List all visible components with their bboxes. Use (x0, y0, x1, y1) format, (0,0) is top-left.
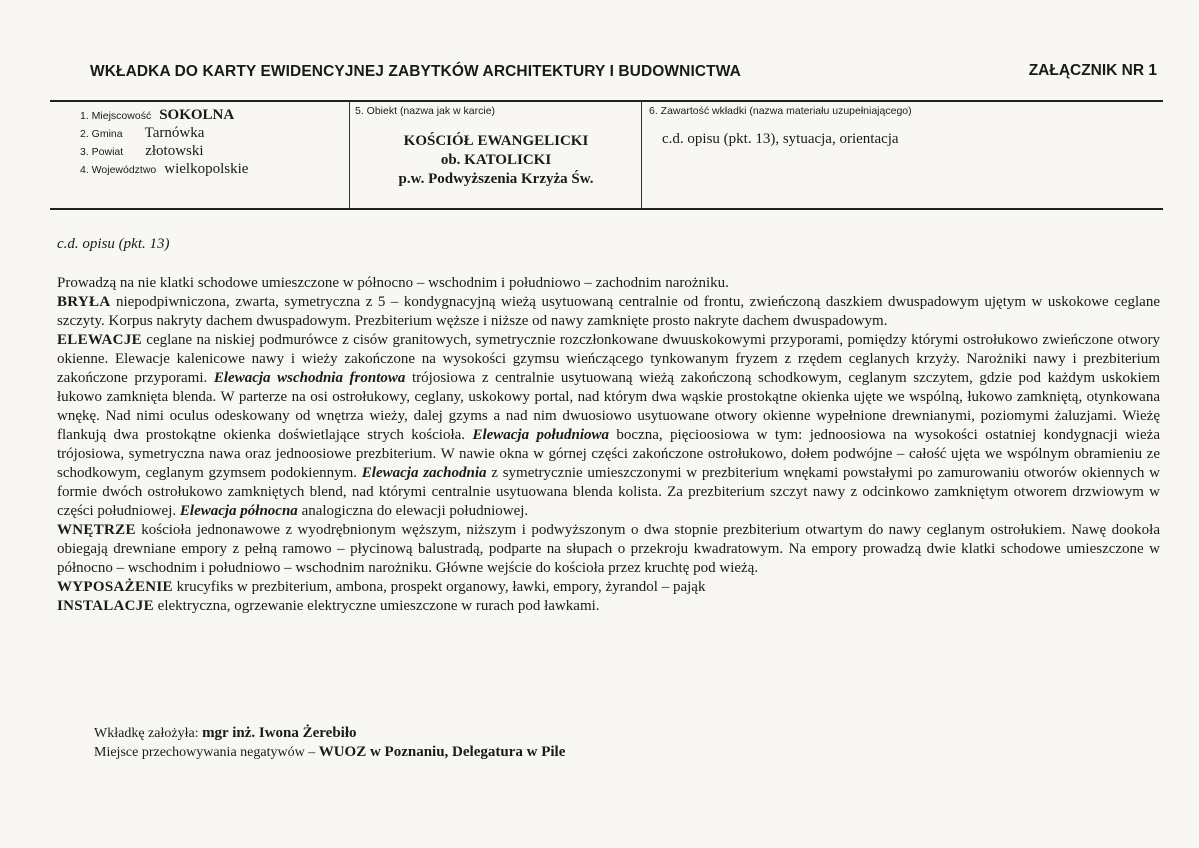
elewacja-poludniowa-heading: Elewacja południowa (472, 427, 610, 443)
elewacja-wschodnia-heading: Elewacja wschodnia frontowa (213, 370, 406, 386)
elewacje-paragraph (57, 331, 1160, 521)
powiat-value: złotowski (145, 143, 204, 159)
powiat-label: 3. Powiat (80, 146, 124, 158)
object-line-3: p.w. Podwyższenia Krzyża Św. (398, 171, 594, 187)
column-divider-1 (349, 101, 350, 209)
instalacje-heading: INSTALACJE (57, 598, 154, 614)
elewacja-polnocna-heading: Elewacja północna (179, 503, 298, 519)
place-row (80, 106, 248, 124)
intro-paragraph: Prowadzą na nie klatki schodowe umieszczone w północno – wschodnim i południowo – zachodnim narożniku. (57, 275, 729, 291)
elewacje-text-2: trójosiowa z centralnie usytuowaną wieżą zakończoną schodkowym, ceglanym szczytem, gdzie pod każdym uskokiem łukowo zamknięta blenda. W parterze na osi ostrołukowy, ceglany, uskokowy portal, nad którym dwa wąskie prostokątne okienka ujęte we wspólną, łukowo zamkniętą, otynkowana wnękę. Nad nimi oculus odeskowany od wnętrza wieży, dalej gzyms a nad nim dwuosiowo usytuowane otwory okienne wypełnione drewnianymi, poziomymi żaluzjami. Wieżę flankują dwa prostokątne okienka doświetlające strych kościoła. (57, 370, 1160, 443)
elewacje-heading: ELEWACJE (57, 332, 142, 348)
footer (94, 724, 565, 762)
wyposazenie-text: krucyfiks w prezbiterium, ambona, prospekt organowy, ławki, empory, żyrandol – pająk (172, 579, 706, 595)
object-line-1: KOŚCIÓŁ EWANGELICKI (403, 133, 589, 149)
elewacje-text-5: analogiczna do elewacji południowej. (297, 503, 529, 519)
author-label: Wkładkę założyła: (94, 726, 203, 741)
elewacje-text-4: z symetrycznie umieszczonymi w prezbiterium wnękami powstałymi po zamurowaniu otworów okiennych w formie dwóch ostrołukowo zamkniętych blend, nad którymi centralnie usytuowana blenda kolista. Za prezbiterium szczyt nawy z odcinkowo zamkniętym otworem drzwiowym w części południowej. (57, 465, 1160, 519)
author-line (94, 724, 565, 743)
wyposazenie-heading: WYPOSAŻENIE (57, 579, 173, 595)
bryla-paragraph (57, 293, 1160, 331)
wnetrze-paragraph (57, 521, 1160, 578)
location-block (80, 106, 248, 178)
object-name (352, 132, 640, 189)
header-rule-bottom (50, 208, 1163, 210)
author-name: mgr inż. Iwona Żerebiło (202, 725, 357, 741)
wyposazenie-paragraph (57, 578, 1160, 597)
storage-line (94, 743, 565, 762)
place-value: SOKOLNA (159, 107, 235, 123)
document-title: WKŁADKA DO KARTY EWIDENCYJNEJ ZABYTKÓW ARCHITEKTURY I BUDOWNICTWA (90, 63, 741, 80)
instalacje-text: elektryczna, ogrzewanie elektryczne umieszczone w rurach pod ławkami. (153, 598, 600, 614)
object-line-2: ob. KATOLICKI (440, 152, 552, 168)
contents-value: c.d. opisu (pkt. 13), sytuacja, orientacja (662, 131, 899, 147)
bryla-text: niepodpiwniczona, zwarta, symetryczna z 5 – kondygnacyjną wieżą usytuowaną centralnie od frontu, zwieńczoną daszkiem dwuspadowym ujętym w uskokowe ceglane szczyty. Korpus nakryty dachem dwuspadowym. Prezbiterium węższe i niższe od nawy zamknięte prosto nakryte dachem dwuspadowym. (57, 294, 1160, 329)
instalacje-paragraph (57, 597, 1160, 616)
powiat-row (80, 142, 248, 160)
gmina-label: 2. Gmina (80, 128, 123, 140)
woj-label: 4. Województwo (80, 164, 157, 176)
elewacje-text-1: ceglane na niskiej podmurówce z cisów granitowych, symetrycznie rozczłonkowane dwuuskokowymi przyporami, pomiędzy którymi ostrołukowo zwieńczone otwory okienne. Elewacje kalenicowe nawy i wieży zakończone na wysokości gzymsu wieńczącego tynkowanym fryzem z rzędem ceglanych krzyży. Narożniki nawy i prezbiterium zakończone przyporami. (57, 332, 1160, 386)
elewacja-zachodnia-heading: Elewacja zachodnia (361, 465, 487, 481)
header-rule-top (50, 100, 1163, 102)
wnetrze-text: kościoła jednonawowe z wyodrębnionym węższym, niższym i podwyższonym o dwa stopnie prezbiterium otwartym do nawy ceglanym ostrołukiem. Nawę dookoła obiegają drewniane empory z pełną ramowo – płycinową balustradą, podparte na słupach o przekroju kwadratowym. Na empory prowadzą dwie klatki schodowe umieszczone w północno – wschodnim i południowo – wschodnim narożniku. Główne wejście do kościoła przez kruchtę pod wieżą. (57, 522, 1160, 576)
wnetrze-heading: WNĘTRZE (57, 522, 136, 538)
elewacje-text-3: boczna, pięcioosiowa w tym: jednoosiowa na wysokości ostatniej kondygnacji wieża trójosiowa, symetryczna nawa oraz jednoosiowe prezbiterium. W nawie okna w górnej części zakończone ostrołukowo, dołem podwójne – całość ujęta we wspólnym obramieniu ze schodkowym, ceglanym gzymsem podokiennym. (57, 427, 1160, 481)
annex-number: ZAŁĄCZNIK NR 1 (1028, 62, 1157, 79)
contents-label: 6. Zawartość wkładki (nazwa materiału uzupełniającego) (649, 105, 912, 117)
column-divider-2 (641, 101, 642, 209)
woj-row (80, 160, 248, 178)
gmina-value: Tarnówka (144, 125, 205, 141)
description-heading: c.d. opisu (pkt. 13) (57, 236, 170, 252)
object-label: 5. Obiekt (nazwa jak w karcie) (355, 105, 496, 117)
woj-value: wielkopolskie (164, 161, 249, 177)
gmina-row (80, 124, 248, 142)
description-body (57, 274, 1160, 616)
bryla-heading: BRYŁA (57, 294, 111, 310)
place-label: 1. Miejscowość (80, 110, 152, 122)
storage-value: WUOZ w Poznaniu, Delegatura w Pile (318, 744, 566, 760)
storage-label: Miejsce przechowywania negatywów – (94, 745, 319, 760)
